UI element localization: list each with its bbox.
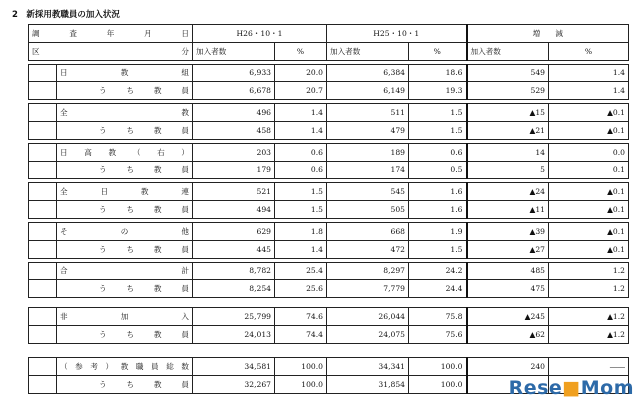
table-row [29,183,629,201]
h26-pct: 74.4 [275,325,327,343]
row-label: 全 教 [57,104,193,122]
h26-count: 8,782 [193,262,275,280]
h25-pct: 1.6 [409,183,467,201]
row-label: 全 日 教 連 [57,183,193,201]
group-spacer [29,183,57,201]
h25-pct: 1.5 [409,240,467,258]
h26-pct: 1.4 [275,240,327,258]
h25-pct: 24.2 [409,262,467,280]
h25-count: 668 [327,222,409,240]
row-label: 合 計 [57,262,193,280]
diff-pct: ▲1.2 [549,308,629,326]
group-spacer [29,325,57,343]
row-label: う ち 教 員 [57,325,193,343]
diff-pct: ▲0.1 [549,104,629,122]
h25-pct: 1.9 [409,222,467,240]
h26-count: 203 [193,143,275,161]
table-row [29,222,629,240]
table-row-sub [29,240,629,258]
table-row [29,104,629,122]
resemom-logo: Rese■Mom [508,377,634,399]
group-spacer [29,104,57,122]
diff-pct: 1.4 [549,82,629,100]
diff-pct: ▲1.2 [549,325,629,343]
h25-header: H25・10・1 [327,25,467,43]
table-row-sub [29,121,629,139]
h26-pct: 25.4 [275,262,327,280]
h25-count: 6,384 [327,64,409,82]
h26-count: 6,933 [193,64,275,82]
diff-count: 549 [467,64,549,82]
h25-pct: 0.6 [409,143,467,161]
h26-pct: 1.5 [275,183,327,201]
group-spacer [29,358,57,376]
h25-count: 479 [327,121,409,139]
h26-count: 8,254 [193,280,275,298]
kubun-label: 区 [29,42,57,60]
h25-pct: 75.6 [409,325,467,343]
group-spacer [29,201,57,219]
row-label: う ち 教 員 [57,161,193,179]
group-spacer [29,121,57,139]
diff-pct-header: % [549,42,629,60]
h25-pct: 75.8 [409,308,467,326]
table-row-sub [29,325,629,343]
h25-pct: 1.6 [409,201,467,219]
diff-pct: 1.4 [549,64,629,82]
group-spacer [29,308,57,326]
h26-header: H26・10・1 [193,25,327,43]
diff-count: ▲245 [467,308,549,326]
row-label: 非 加 入 [57,308,193,326]
h26-pct: 74.6 [275,308,327,326]
row-label: う ち 教 員 [57,375,193,393]
row-label: う ち 教 員 [57,121,193,139]
h25-pct: 1.5 [409,121,467,139]
diff-count: 485 [467,262,549,280]
h25-pct: 100.0 [409,358,467,376]
header-row-columns [29,42,629,60]
union-membership-table [28,24,629,298]
nonmember-table [28,307,629,344]
h25-pct: 19.3 [409,82,467,100]
diff-count: ▲62 [467,325,549,343]
survey-date-header: 調 査 年 月 日 [29,25,193,43]
row-label: う ち 教 員 [57,82,193,100]
group-spacer [29,262,57,280]
h26-pct: 1.8 [275,222,327,240]
table-row [29,143,629,161]
table-row [29,262,629,280]
h26-pct-header: % [275,42,327,60]
diff-pct: ―― [549,358,629,376]
h25-count: 511 [327,104,409,122]
diff-pct: ▲0.1 [549,240,629,258]
h26-count: 521 [193,183,275,201]
group-spacer [29,64,57,82]
h25-count: 34,341 [327,358,409,376]
group-spacer [29,375,57,393]
h26-pct: 20.7 [275,82,327,100]
diff-count: ▲11 [467,201,549,219]
row-label: （参考）教職員総数 [57,358,193,376]
table-row [29,308,629,326]
h25-count: 6,149 [327,82,409,100]
h25-count-header: 加入者数 [327,42,409,60]
table-row-sub [29,82,629,100]
row-label: 日 教 組 [57,64,193,82]
h25-pct: 100.0 [409,375,467,393]
table-row [29,358,629,376]
diff-pct: 1.2 [549,262,629,280]
h26-count: 458 [193,121,275,139]
diff-pct: ▲0.1 [549,183,629,201]
diff-count: 240 [467,358,549,376]
table-row-sub [29,201,629,219]
h25-count: 7,779 [327,280,409,298]
h25-count: 505 [327,201,409,219]
h26-count: 25,799 [193,308,275,326]
table-row-sub [29,280,629,298]
h26-count: 32,267 [193,375,275,393]
diff-header: 増 減 [467,25,629,43]
h26-count: 494 [193,201,275,219]
h26-pct: 1.5 [275,201,327,219]
diff-count: 5 [467,161,549,179]
h26-count: 629 [193,222,275,240]
diff-count: ▲15 [467,104,549,122]
table-row [29,64,629,82]
h26-pct: 1.4 [275,121,327,139]
diff-pct: ▲0.1 [549,201,629,219]
h25-count: 24,075 [327,325,409,343]
diff-pct: ▲0.1 [549,121,629,139]
diff-pct: 0.0 [549,143,629,161]
h25-pct: 0.5 [409,161,467,179]
row-label: 日高教（右） [57,143,193,161]
row-label: そ の 他 [57,222,193,240]
group-spacer [29,82,57,100]
section-heading: 2 新採用教職員の加入状況 [12,10,120,20]
h26-pct: 20.0 [275,64,327,82]
diff-count: ▲24 [467,183,549,201]
h25-count: 26,044 [327,308,409,326]
h25-pct: 18.6 [409,64,467,82]
h26-count: 24,013 [193,325,275,343]
group-spacer [29,222,57,240]
diff-pct: ▲0.1 [549,222,629,240]
h26-count: 34,581 [193,358,275,376]
table-row-sub [29,161,629,179]
h26-pct: 1.4 [275,104,327,122]
group-spacer [29,143,57,161]
h26-count: 6,678 [193,82,275,100]
h26-pct: 100.0 [275,358,327,376]
group-spacer [29,161,57,179]
diff-count: ▲39 [467,222,549,240]
group-spacer [29,240,57,258]
h26-count: 496 [193,104,275,122]
h25-count: 8,297 [327,262,409,280]
h26-pct: 100.0 [275,375,327,393]
h25-pct: 1.5 [409,104,467,122]
h25-pct: 24.4 [409,280,467,298]
h26-pct: 0.6 [275,161,327,179]
h26-count: 179 [193,161,275,179]
diff-count-header: 加入者数 [467,42,549,60]
diff-count: 529 [467,82,549,100]
h25-count: 545 [327,183,409,201]
h25-count: 189 [327,143,409,161]
h26-pct: 0.6 [275,143,327,161]
diff-count: 14 [467,143,549,161]
h25-count: 472 [327,240,409,258]
h25-pct-header: % [409,42,467,60]
diff-count: 475 [467,280,549,298]
h25-count: 31,854 [327,375,409,393]
diff-pct: 0.1 [549,161,629,179]
diff-count: ▲27 [467,240,549,258]
h26-pct: 25.6 [275,280,327,298]
row-label: う ち 教 員 [57,201,193,219]
diff-pct: 1.2 [549,280,629,298]
h26-count: 445 [193,240,275,258]
row-label: う ち 教 員 [57,240,193,258]
bun-label: 分 [57,42,193,60]
h26-count-header: 加入者数 [193,42,275,60]
h25-count: 174 [327,161,409,179]
diff-count: ▲21 [467,121,549,139]
row-label: う ち 教 員 [57,280,193,298]
group-spacer [29,280,57,298]
header-row-date [29,25,629,43]
